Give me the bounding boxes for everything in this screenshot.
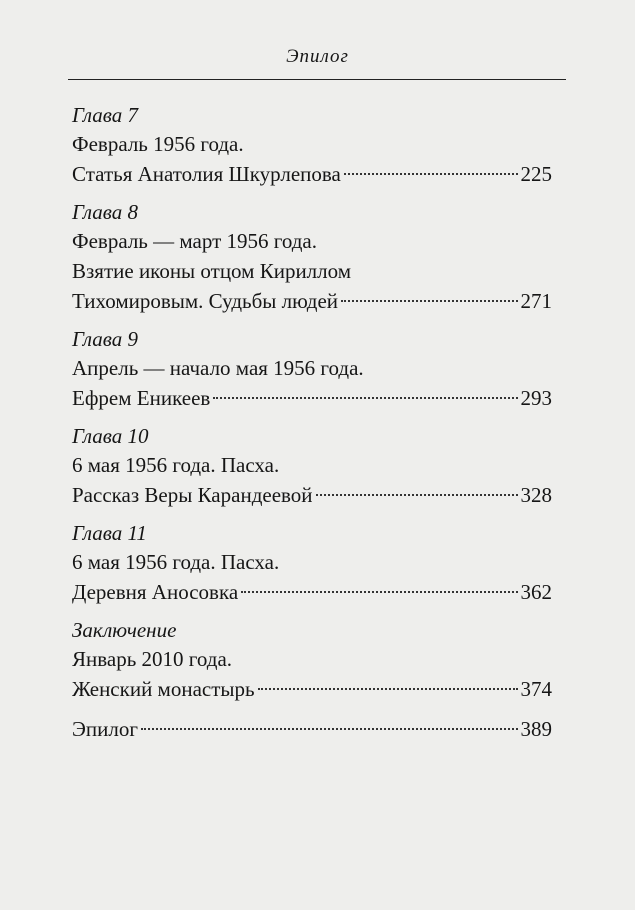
entry-title: Деревня Аносовка bbox=[72, 580, 239, 604]
page-number: 328 bbox=[520, 483, 552, 507]
chapter-label: Глава 8 bbox=[72, 200, 138, 224]
chapter-label: Глава 10 bbox=[72, 424, 149, 448]
chapter-subtitle: Февраль — март 1956 года. bbox=[72, 229, 317, 253]
toc-entry bbox=[72, 577, 552, 607]
chapter-subtitle: Апрель — начало мая 1956 года. bbox=[72, 356, 364, 380]
dot-leader bbox=[316, 494, 518, 496]
toc-entry bbox=[72, 286, 552, 316]
dot-leader bbox=[344, 173, 518, 175]
page-number: 271 bbox=[520, 289, 552, 313]
dot-leader bbox=[241, 591, 517, 593]
dot-leader bbox=[258, 688, 518, 690]
toc-entry bbox=[72, 159, 552, 189]
toc-conclusion bbox=[72, 617, 552, 704]
toc-entry bbox=[72, 383, 552, 413]
chapter-label: Заключение bbox=[72, 618, 177, 642]
chapter-label: Глава 11 bbox=[72, 521, 147, 545]
page-number: 362 bbox=[520, 580, 552, 604]
page-number: 389 bbox=[520, 717, 552, 741]
entry-title: Женский монастырь bbox=[72, 677, 255, 701]
running-head: Эпилог bbox=[286, 46, 349, 67]
header-rule bbox=[68, 79, 566, 80]
chapter-label: Глава 9 bbox=[72, 327, 138, 351]
toc-entry bbox=[72, 674, 552, 704]
chapter-subtitle: Февраль 1956 года. bbox=[72, 132, 244, 156]
chapter-subtitle: 6 мая 1956 года. Пасха. bbox=[72, 453, 280, 477]
toc-chapter-11 bbox=[72, 520, 552, 607]
toc-chapter-8 bbox=[72, 199, 552, 316]
entry-title: Рассказ Веры Карандеевой bbox=[72, 483, 313, 507]
entry-title: Тихомировым. Судьбы людей bbox=[72, 289, 338, 313]
page-number: 225 bbox=[520, 162, 552, 186]
chapter-subtitle: 6 мая 1956 года. Пасха. bbox=[72, 550, 280, 574]
entry-title: Эпилог bbox=[72, 717, 138, 741]
chapter-subtitle: Январь 2010 года. bbox=[72, 647, 233, 671]
toc-chapter-10 bbox=[72, 423, 552, 510]
toc-chapter-9 bbox=[72, 326, 552, 413]
dot-leader bbox=[141, 728, 518, 730]
entry-title: Ефрем Еникеев bbox=[72, 386, 211, 410]
dot-leader bbox=[341, 300, 518, 302]
page-number: 293 bbox=[520, 386, 552, 410]
toc-entry-epilog bbox=[72, 714, 552, 744]
entry-title: Статья Анатолия Шкурлепова bbox=[72, 162, 341, 186]
toc-chapter-7 bbox=[72, 102, 552, 189]
chapter-subtitle: Взятие иконы отцом Кириллом bbox=[72, 259, 352, 283]
page-number: 374 bbox=[520, 677, 552, 701]
chapter-label: Глава 7 bbox=[72, 103, 138, 127]
dot-leader bbox=[213, 397, 517, 399]
toc-entry bbox=[72, 480, 552, 510]
table-of-contents bbox=[72, 102, 552, 744]
